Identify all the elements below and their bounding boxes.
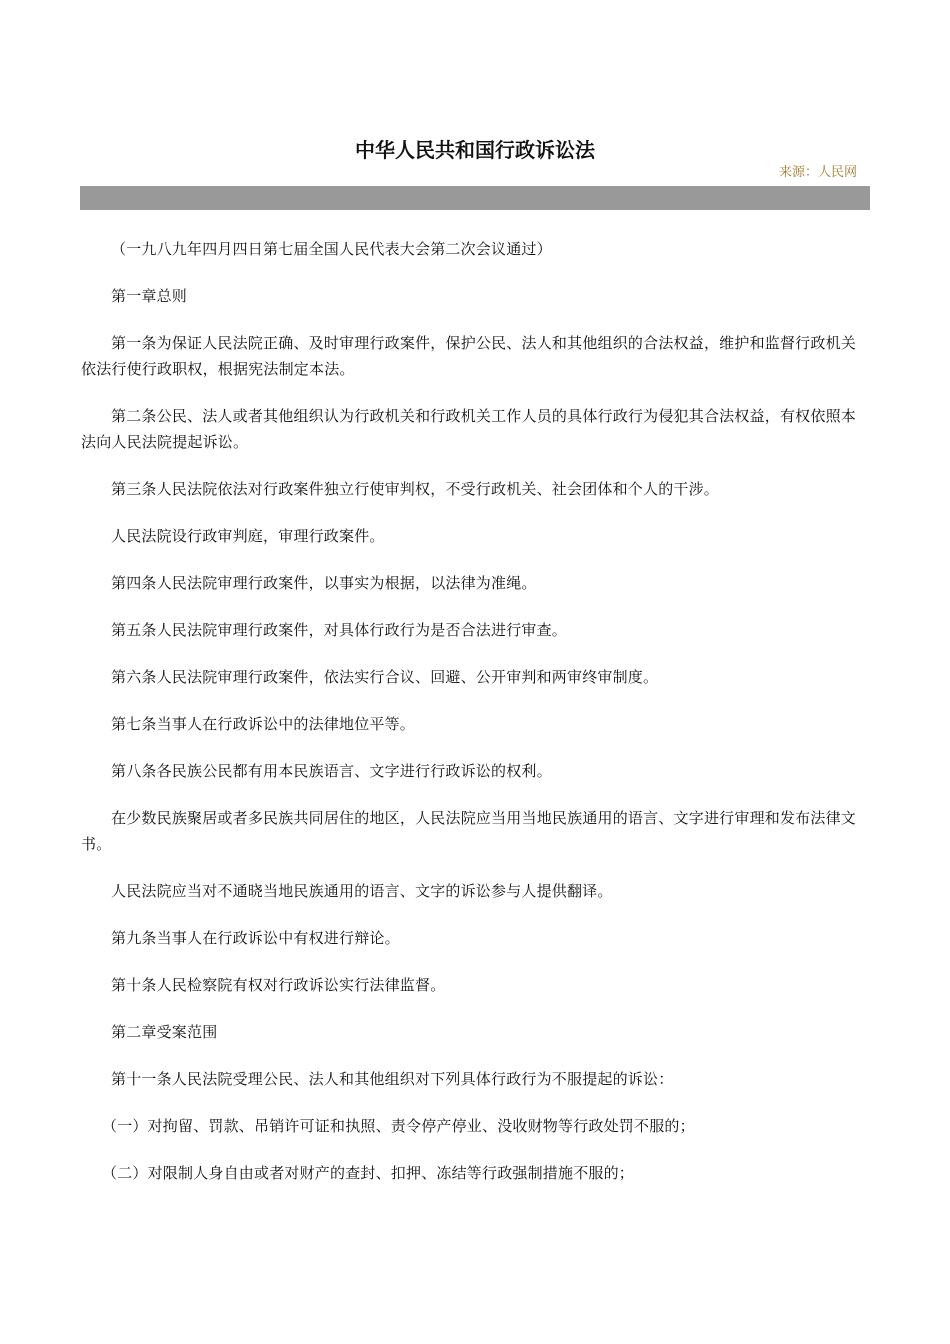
article-paragraph: 第五条人民法院审理行政案件，对具体行政行为是否合法进行审查。 bbox=[111, 621, 568, 639]
article-paragraph: 第十条人民检察院有权对行政诉讼实行法律监督。 bbox=[111, 976, 446, 994]
paragraph-adoption-note: （一九八九年四月四日第七届全国人民代表大会第二次会议通过） bbox=[111, 240, 552, 258]
list-item: （二）对限制人身自由或者对财产的查封、扣押、冻结等行政强制措施不服的； bbox=[102, 1164, 635, 1182]
article-paragraph: 第十一条人民法院受理公民、法人和其他组织对下列具体行政行为不服提起的诉讼： bbox=[111, 1070, 674, 1088]
source-label: 来源：人民网 bbox=[778, 165, 857, 180]
page-title: 中华人民共和国行政诉讼法 bbox=[355, 138, 595, 162]
article-paragraph: 第六条人民法院审理行政案件，依法实行合议、回避、公开审判和两审终审制度。 bbox=[111, 668, 659, 686]
chapter-heading: 第一章总则 bbox=[111, 287, 188, 305]
article-paragraph: 第八条各民族公民都有用本民族语言、文字进行行政诉讼的权利。 bbox=[111, 762, 552, 780]
document-body bbox=[81, 236, 856, 1207]
article-paragraph: 人民法院设行政审判庭，审理行政案件。 bbox=[111, 527, 385, 545]
article-paragraph: 第二条公民、法人或者其他组织认为行政机关和行政机关工作人员的具体行政行为侵犯其合法权益，有权依照本法向人民法院提起诉讼。 bbox=[81, 407, 856, 451]
list-item: （一）对拘留、罚款、吊销许可证和执照、责令停产停业、没收财物等行政处罚不服的； bbox=[102, 1117, 695, 1135]
header-divider-bar bbox=[80, 186, 870, 210]
article-paragraph: 第三条人民法院依法对行政案件独立行使审判权，不受行政机关、社会团体和个人的干涉。 bbox=[111, 480, 720, 498]
chapter-heading: 第二章受案范围 bbox=[111, 1023, 218, 1041]
article-paragraph: 人民法院应当对不通晓当地民族通用的语言、文字的诉讼参与人提供翻译。 bbox=[111, 882, 613, 900]
article-paragraph: 在少数民族聚居或者多民族共同居住的地区，人民法院应当用当地民族通用的语言、文字进行审理和发布法律文书。 bbox=[81, 809, 856, 853]
article-paragraph: 第一条为保证人民法院正确、及时审理行政案件，保护公民、法人和其他组织的合法权益，维护和监督行政机关依法行使行政职权，根据宪法制定本法。 bbox=[81, 334, 856, 378]
article-paragraph: 第七条当事人在行政诉讼中的法律地位平等。 bbox=[111, 715, 416, 733]
article-paragraph: 第四条人民法院审理行政案件，以事实为根据，以法律为准绳。 bbox=[111, 574, 537, 592]
article-paragraph: 第九条当事人在行政诉讼中有权进行辩论。 bbox=[111, 929, 400, 947]
